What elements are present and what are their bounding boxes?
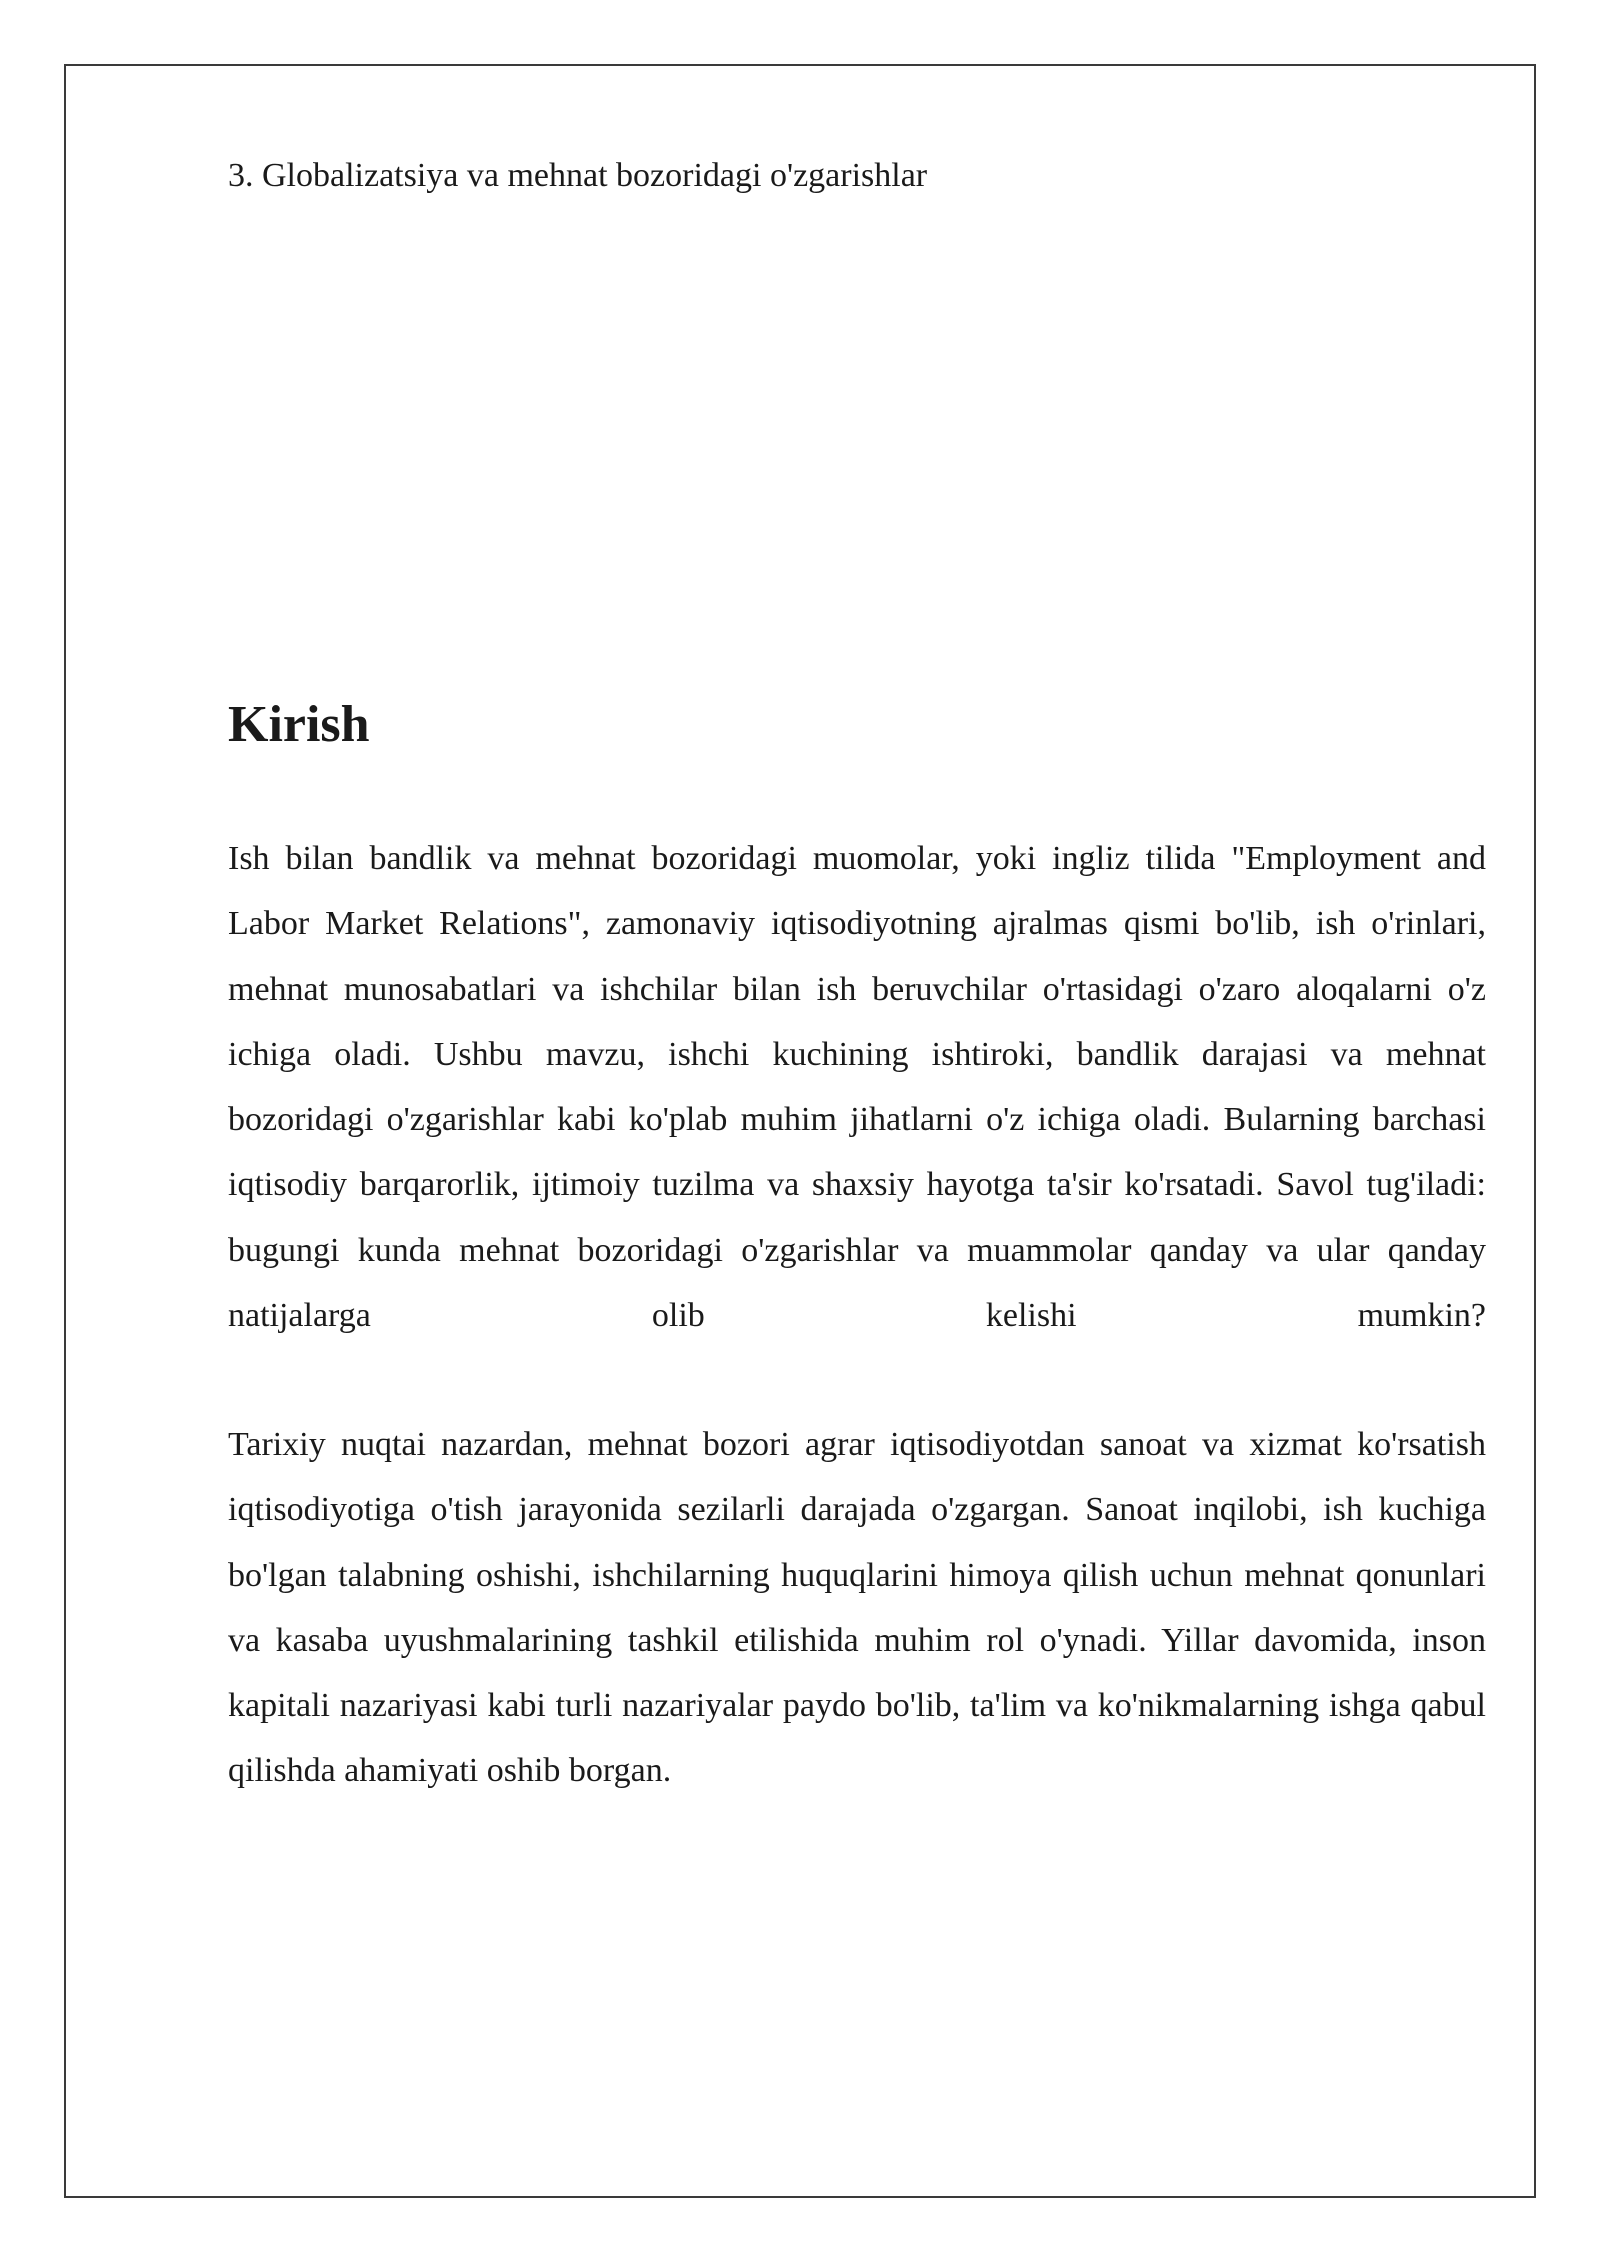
intro-paragraph-2: Tarixiy nuqtai nazardan, mehnat bozori agrar iqtisodiyotdan sanoat va xizmat ko'rsatish iqtisodiyotiga o'tish jarayonida sezilarli darajada o'zgargan. Sanoat inqilobi, ish kuchiga bo'lgan talabning oshishi, ishchilarning huquqlarini himoya qilish uchun mehnat qonunlari va kasaba uyushmalarining tashkil etilishida muhim rol o'ynadi. Yillar davomida, inson kapitali nazariyasi kabi turli nazariyalar paydo bo'lib, ta'lim va ko'nikmalarning ishga qabul qilishda ahamiyati oshib borgan. — [228, 1426, 1486, 1790]
toc-item: 3. Globalizatsiya va mehnat bozoridagi o'zgarishlar — [228, 157, 928, 194]
intro-paragraph-1: Ish bilan bandlik va mehnat bozoridagi muomolar, yoki ingliz tilida "Employment and Labor Market Relations", zamonaviy iqtisodiyotning ajralmas qismi bo'lib, ish o'rinlari, mehnat munosabatlari va ishchilar bilan ish beruvchilar o'rtasidagi o'zaro aloqalarni o'z ichiga oladi. Ushbu mavzu, ishchi kuchining ishtiroki, bandlik darajasi va mehnat bozoridagi o'zgarishlar kabi ko'plab muhim jihatlarni o'z ichiga oladi. Bularning barchasi iqtisodiy barqarorlik, ijtimoiy tuzilma va shaxsiy hayotga ta'sir ko'rsatadi. Savol tug'iladi: bugungi kunda mehnat bozoridagi o'zgarishlar va muammolar qanday va ular qanday natijalarga olib kelishi mumkin? — [228, 840, 1486, 1335]
section-heading: Kirish — [228, 696, 370, 753]
